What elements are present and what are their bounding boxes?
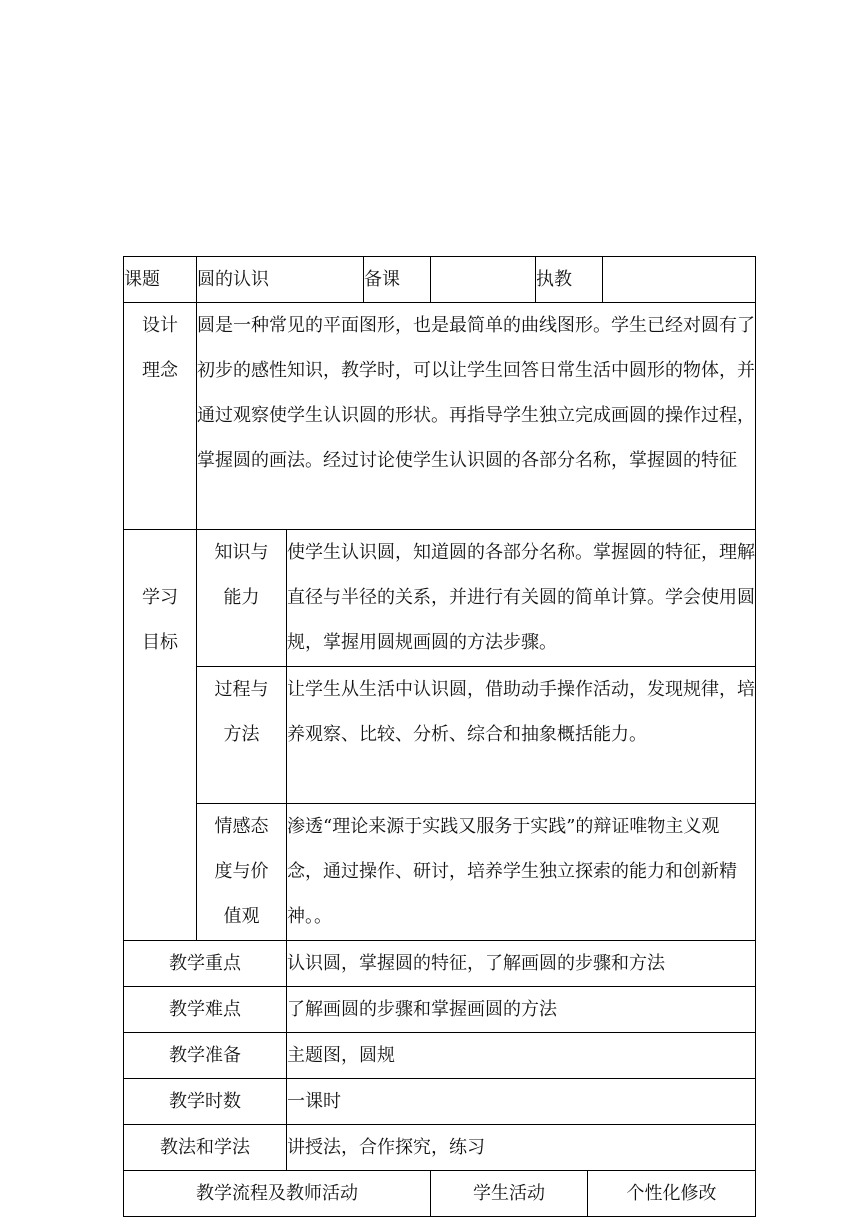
design-label-line2: 理念 — [142, 360, 178, 381]
design-row — [124, 303, 756, 530]
row-value: 认识圆，掌握圆的特征，了解画圆的步骤和方法 — [287, 941, 756, 987]
design-label-line1: 设计 — [142, 315, 178, 336]
prep-value — [431, 257, 536, 303]
row-label: 教学时数 — [124, 1079, 287, 1125]
row-label: 教学准备 — [124, 1033, 287, 1079]
lesson-plan-table — [123, 256, 756, 1217]
lesson-plan-sheet — [123, 256, 755, 1217]
teach-value — [603, 257, 756, 303]
goal-label-line: 度与价 — [214, 861, 269, 882]
row-label: 教学难点 — [124, 987, 287, 1033]
design-text: 圆是一种常见的平面图形，也是最简单的曲线图形。学生已经对圆有了初步的感性知识，教学时，可以让学生回答日常生活中圆形的物体，并通过观察使学生认识圆的形状。再指导学生独立完成画圆的操作过程，掌握圆的画法。经过讨论使学生认识圆的各部分名称，掌握圆的特征 — [197, 303, 756, 530]
goal-label-emotion — [197, 804, 287, 941]
goal-label-line: 过程与 — [214, 679, 269, 700]
row-methods — [124, 1125, 756, 1171]
row-value: 讲授法，合作探究，练习 — [287, 1125, 756, 1171]
prep-label: 备课 — [364, 257, 431, 303]
row-difficulties — [124, 987, 756, 1033]
goal-label-process — [197, 667, 287, 804]
flow-col-student: 学生活动 — [431, 1171, 588, 1217]
row-label: 教法和学法 — [124, 1125, 287, 1171]
goal-label-line: 能力 — [223, 587, 260, 608]
goal-row-knowledge — [124, 530, 756, 667]
row-value: 主题图，圆规 — [287, 1033, 756, 1079]
design-label — [124, 303, 197, 530]
row-hours — [124, 1079, 756, 1125]
goal-label-line: 情感态 — [214, 816, 269, 837]
row-label: 教学重点 — [124, 941, 287, 987]
goal-text-process: 让学生从生活中认识圆，借助动手操作活动，发现规律，培养观察、比较、分析、综合和抽象概括能力。 — [287, 667, 756, 804]
goal-label-knowledge — [197, 530, 287, 667]
goal-text-emotion: 渗透“理论来源于实践又服务于实践”的辩证唯物主义观念，通过操作、研讨，培养学生独立探索的能力和创新精神。。 — [287, 804, 756, 941]
header-row — [124, 257, 756, 303]
topic-label: 课题 — [124, 257, 197, 303]
goals-label — [124, 530, 197, 941]
row-value: 了解画圆的步骤和掌握画圆的方法 — [287, 987, 756, 1033]
topic-value: 圆的认识 — [197, 257, 364, 303]
goal-label-line: 值观 — [223, 906, 260, 927]
row-key-points — [124, 941, 756, 987]
row-value: 一课时 — [287, 1079, 756, 1125]
goals-label-line1: 学习 — [142, 587, 178, 608]
goal-label-line: 方法 — [223, 724, 260, 745]
goal-row-emotion — [124, 804, 756, 941]
row-preparation — [124, 1033, 756, 1079]
flow-col-custom: 个性化修改 — [588, 1171, 756, 1217]
goal-text-knowledge: 使学生认识圆，知道圆的各部分名称。掌握圆的特征，理解直径与半径的关系，并进行有关圆的简单计算。学会使用圆规，掌握用圆规画圆的方法步骤。 — [287, 530, 756, 667]
flow-col-teacher: 教学流程及教师活动 — [124, 1171, 431, 1217]
goal-row-process — [124, 667, 756, 804]
goal-label-line: 知识与 — [214, 542, 269, 563]
teach-label: 执教 — [536, 257, 603, 303]
goals-label-line2: 目标 — [142, 632, 178, 653]
flow-header-row — [124, 1171, 756, 1217]
